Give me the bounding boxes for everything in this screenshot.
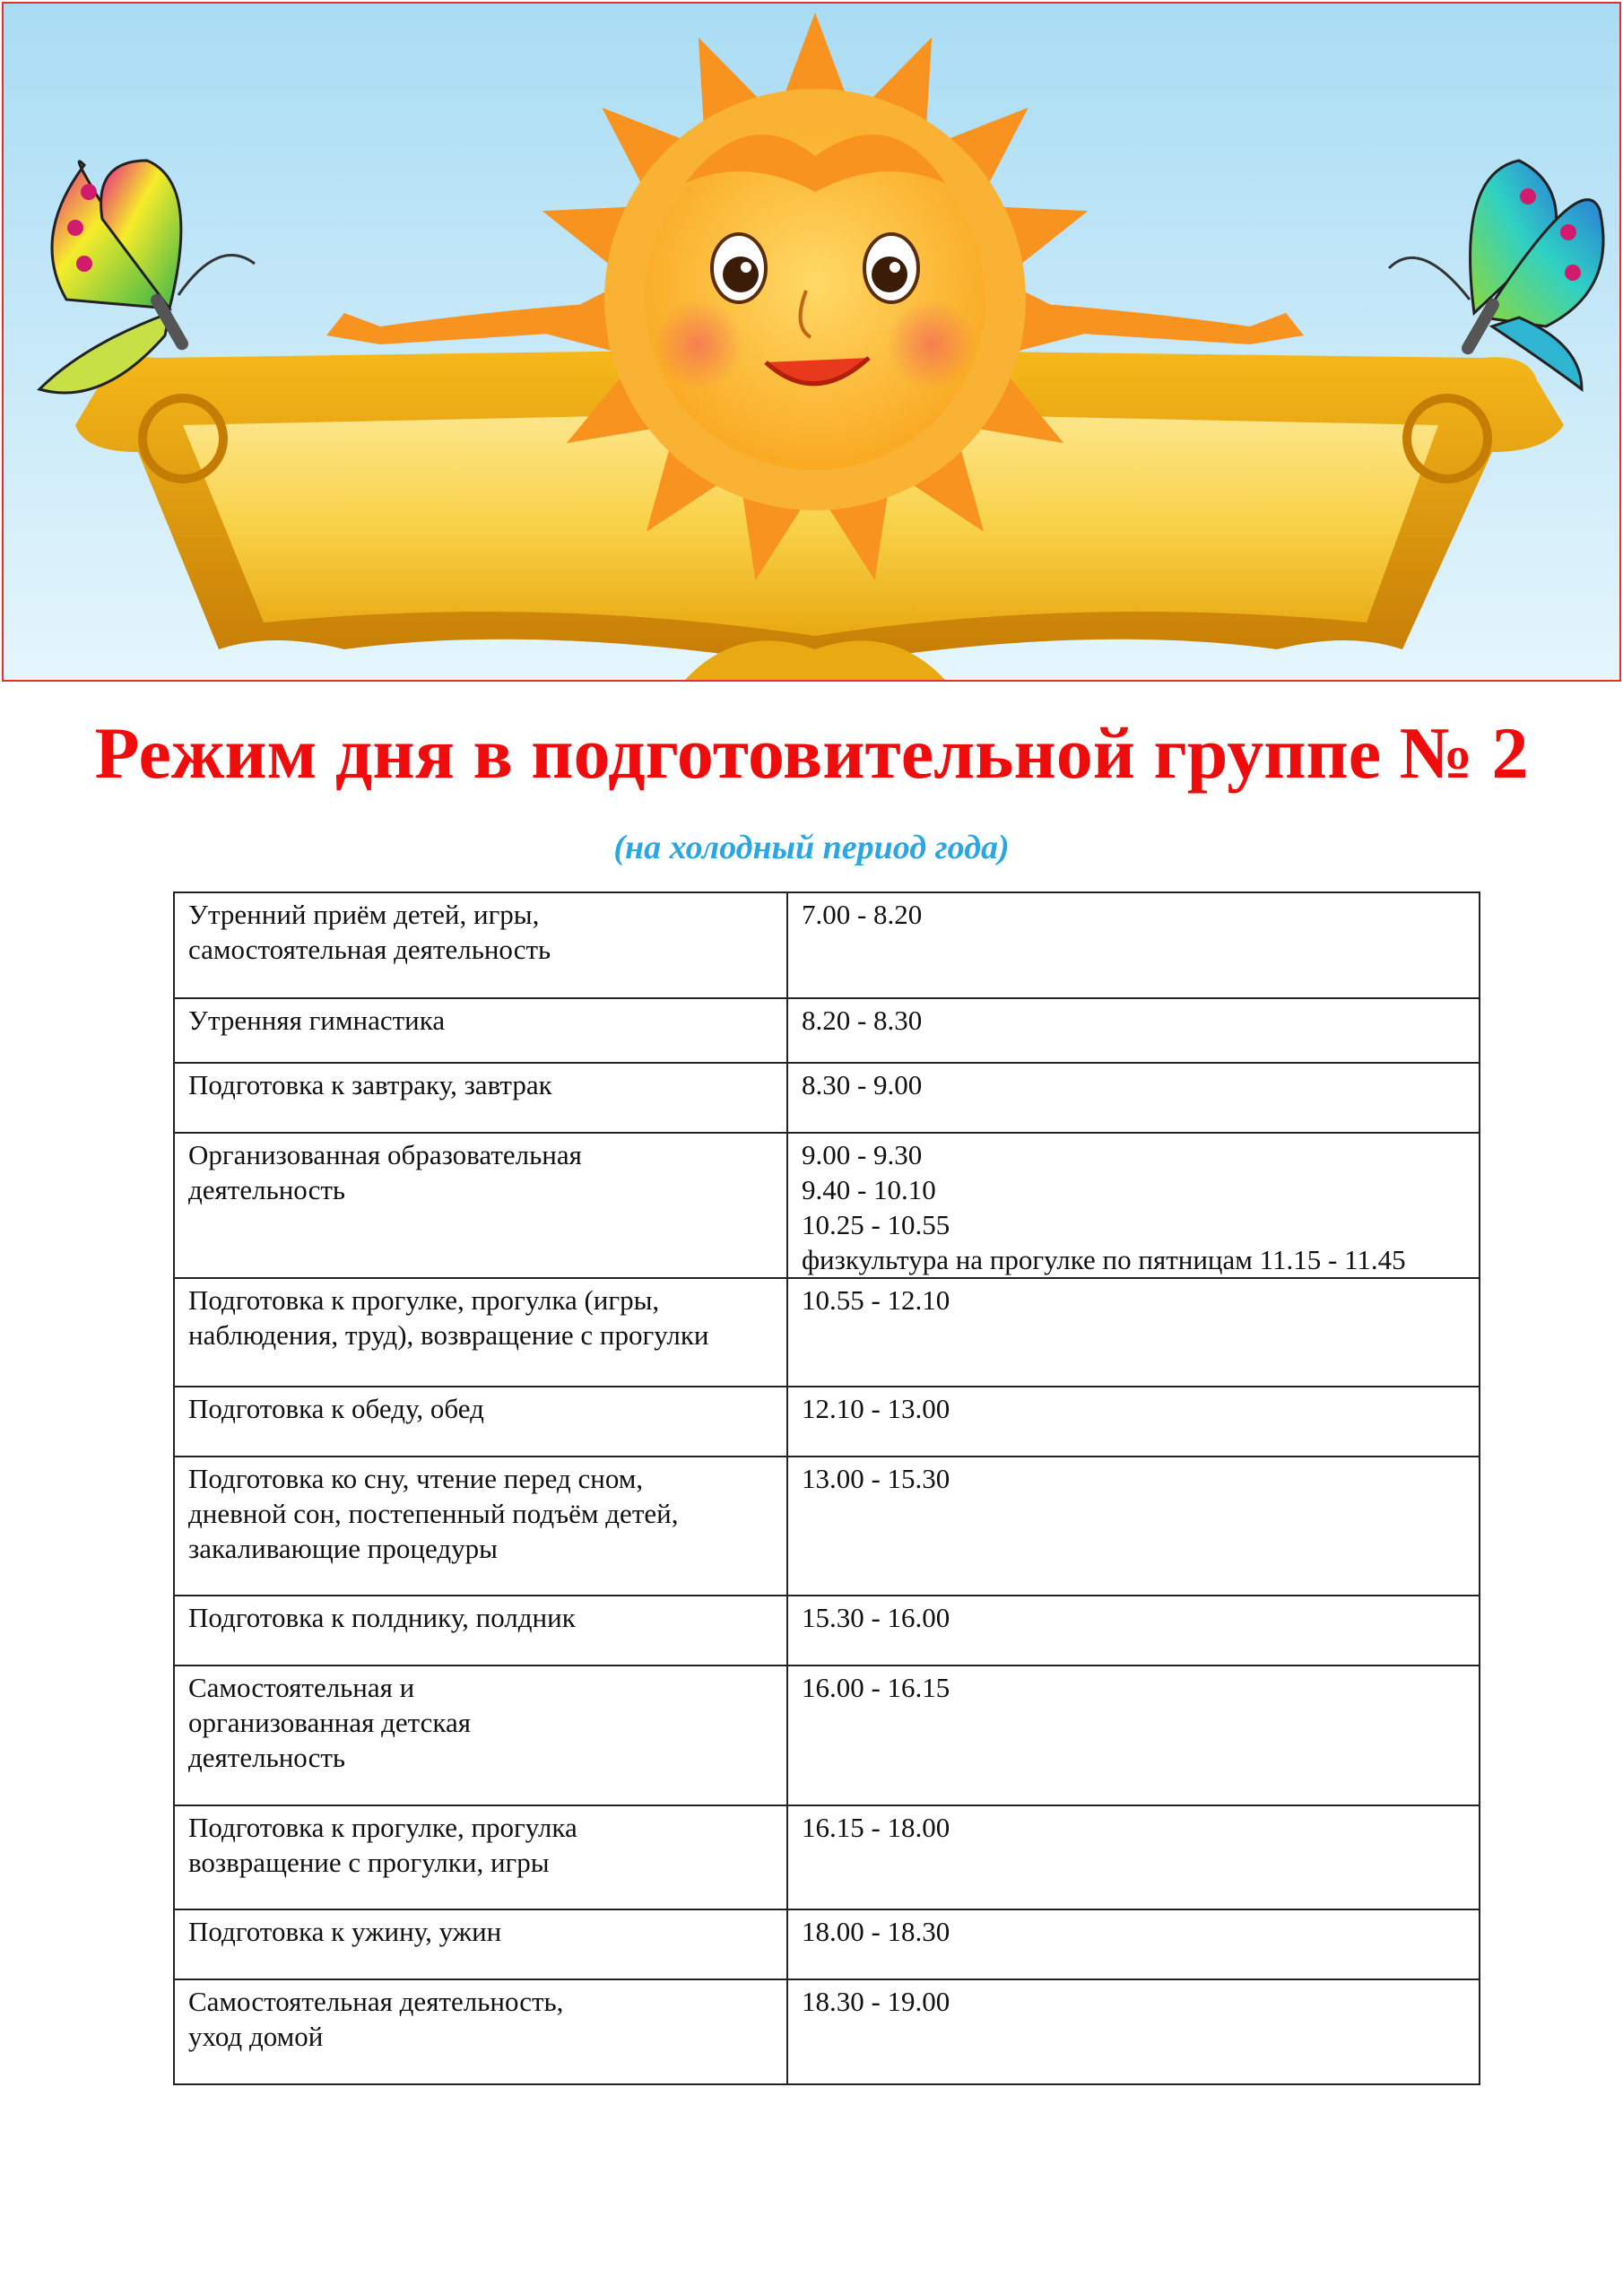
table-row [174, 998, 1480, 1063]
time-text: 15.30 - 16.00 [801, 1602, 950, 1633]
activity-cell [174, 1909, 787, 1979]
activity-text: наблюдения, труд), возвращение с прогулки [188, 1319, 709, 1351]
time-text: 8.30 - 9.00 [801, 1069, 923, 1100]
time-cell [787, 1596, 1480, 1665]
table-row [174, 1979, 1480, 2084]
activity-cell [174, 1665, 787, 1805]
time-cell [787, 1133, 1480, 1278]
time-text: 16.15 - 18.00 [801, 1812, 950, 1843]
activity-text: организованная детская [188, 1707, 471, 1738]
page-title: Режим дня в подготовительной группе № 2 [94, 712, 1529, 794]
activity-cell [174, 1133, 787, 1278]
activity-text: Подготовка к завтраку, завтрак [188, 1069, 552, 1100]
table-row [174, 1387, 1480, 1457]
activity-cell [174, 1387, 787, 1457]
table-row [174, 1063, 1480, 1133]
activity-text: Утренняя гимнастика [188, 1004, 446, 1036]
time-text: 8.20 - 8.30 [801, 1004, 923, 1036]
activity-text: Подготовка к прогулке, прогулка [188, 1812, 577, 1843]
activity-cell [174, 1596, 787, 1665]
activity-cell [174, 1979, 787, 2084]
activity-text: Подготовка к ужину, ужин [188, 1916, 502, 1947]
daily-schedule-table [173, 891, 1480, 2085]
page-subtitle: (на холодный период года) [613, 829, 1010, 866]
activity-text: Организованная образовательная [188, 1139, 582, 1170]
activity-cell [174, 892, 787, 998]
table-row [174, 1278, 1480, 1387]
time-cell [787, 1387, 1480, 1457]
activity-cell [174, 998, 787, 1063]
activity-text: возвращение с прогулки, игры [188, 1847, 550, 1878]
table-row [174, 1909, 1480, 1979]
time-cell [787, 1979, 1480, 2084]
time-text: 10.55 - 12.10 [801, 1284, 950, 1316]
time-text: 10.25 - 10.55 [801, 1209, 950, 1240]
activity-text: деятельность [188, 1174, 346, 1205]
activity-text: Подготовка к обеду, обед [188, 1393, 484, 1424]
time-cell [787, 1457, 1480, 1596]
time-text: 13.00 - 15.30 [801, 1463, 950, 1494]
time-text: 9.40 - 10.10 [801, 1174, 936, 1205]
activity-cell [174, 1278, 787, 1387]
table-row [174, 1805, 1480, 1909]
time-text: 18.00 - 18.30 [801, 1916, 950, 1947]
activity-cell [174, 1063, 787, 1133]
activity-cell [174, 1457, 787, 1596]
time-text: физкультура на прогулке по пятницам 11.15 - 11.45 [801, 1244, 1406, 1275]
time-cell [787, 1805, 1480, 1909]
table-row [174, 1596, 1480, 1665]
time-cell [787, 1909, 1480, 1979]
table-row [174, 1133, 1480, 1278]
time-text: 7.00 - 8.20 [801, 899, 923, 930]
time-text: 18.30 - 19.00 [801, 1986, 950, 2017]
header-banner [2, 2, 1621, 682]
time-text: 16.00 - 16.15 [801, 1672, 950, 1703]
activity-text: Самостоятельная и [188, 1672, 415, 1703]
sun-butterflies-illustration [4, 4, 1619, 680]
table-row [174, 1457, 1480, 1596]
activity-text: Утренний приём детей, игры, [188, 899, 540, 930]
activity-text: Самостоятельная деятельность, [188, 1986, 564, 2017]
activity-text: Подготовка к полднику, полдник [188, 1602, 576, 1633]
activity-text: Подготовка к прогулке, прогулка (игры, [188, 1284, 660, 1316]
time-text: 9.00 - 9.30 [801, 1139, 923, 1170]
time-cell [787, 998, 1480, 1063]
activity-text: уход домой [188, 2021, 324, 2052]
activity-cell [174, 1805, 787, 1909]
time-text: 12.10 - 13.00 [801, 1393, 950, 1424]
activity-text: закаливающие процедуры [188, 1533, 498, 1564]
activity-text: самостоятельная деятельность [188, 934, 551, 965]
table-row [174, 1665, 1480, 1805]
activity-text: Подготовка ко сну, чтение перед сном, [188, 1463, 644, 1494]
activity-text: деятельность [188, 1742, 346, 1773]
activity-text: дневной сон, постепенный подъём детей, [188, 1498, 679, 1529]
time-cell [787, 892, 1480, 998]
table-row [174, 892, 1480, 998]
time-cell [787, 1063, 1480, 1133]
time-cell [787, 1665, 1480, 1805]
time-cell [787, 1278, 1480, 1387]
